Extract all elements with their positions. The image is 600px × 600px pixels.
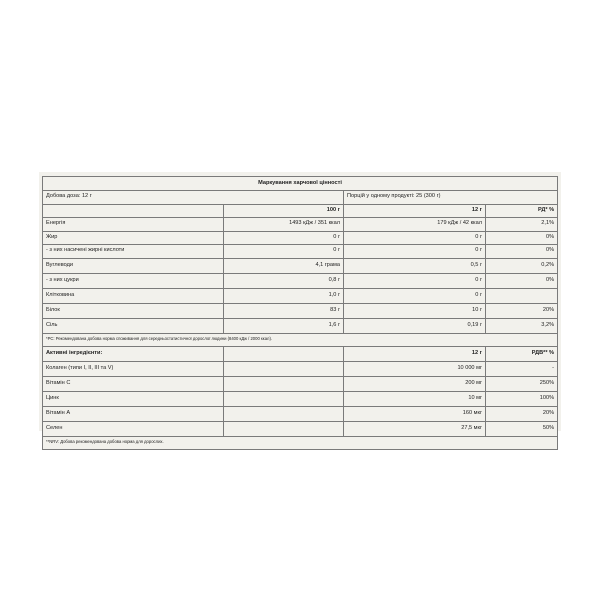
ingredient-empty bbox=[224, 361, 344, 376]
nutrient-per-12g: 0,19 г bbox=[344, 318, 486, 333]
nutrient-per-12g: 179 кДж / 42 ккал bbox=[344, 218, 486, 232]
header-empty bbox=[43, 204, 224, 218]
active-ingredient-row bbox=[43, 376, 558, 391]
nutrient-per-12g: 10 г bbox=[344, 303, 486, 318]
header-per-12g: 12 г bbox=[344, 204, 486, 218]
nutrient-per-100g: 1,6 г bbox=[224, 318, 344, 333]
nutrient-per-100g: 0,8 г bbox=[224, 273, 344, 288]
ingredient-rdv: - bbox=[486, 361, 558, 376]
nutrient-name: Вуглеводи bbox=[43, 258, 224, 273]
ingredient-rdv: 20% bbox=[486, 406, 558, 421]
nutrient-per-12g: 0 г bbox=[344, 273, 486, 288]
active-ingredient-row bbox=[43, 421, 558, 436]
dose-row bbox=[43, 191, 558, 205]
nutrition-header-row bbox=[43, 204, 558, 218]
nutrient-name: Сіль bbox=[43, 318, 224, 333]
active-header-rdv-percent: РДВ** % bbox=[486, 346, 558, 361]
ingredient-name: Вітамін А bbox=[43, 406, 224, 421]
ingredient-empty bbox=[224, 406, 344, 421]
nutrition-row bbox=[43, 231, 558, 245]
active-ingredient-row bbox=[43, 361, 558, 376]
nutrient-rd: 0% bbox=[486, 273, 558, 288]
nutrient-rd: 3,2% bbox=[486, 318, 558, 333]
nutrient-per-100g: 1493 кДж / 351 ккал bbox=[224, 218, 344, 232]
nutrition-row bbox=[43, 318, 558, 333]
nutrition-facts-table bbox=[42, 176, 558, 450]
ingredient-rdv: 50% bbox=[486, 421, 558, 436]
ingredient-per-12g: 10 мг bbox=[344, 391, 486, 406]
ingredient-empty bbox=[224, 391, 344, 406]
active-ingredients-label: Активні інгредієнти: bbox=[43, 346, 224, 361]
nutrition-row bbox=[43, 273, 558, 288]
rd-footnote-row bbox=[43, 333, 558, 346]
active-header-empty bbox=[224, 346, 344, 361]
table-title-row bbox=[43, 177, 558, 191]
nutrient-rd: 0% bbox=[486, 231, 558, 245]
daily-dose: Добова доза: 12 г bbox=[43, 191, 344, 205]
ingredient-per-12g: 200 мг bbox=[344, 376, 486, 391]
header-rd-percent: РД* % bbox=[486, 204, 558, 218]
nutrition-row bbox=[43, 288, 558, 303]
active-ingredient-row bbox=[43, 406, 558, 421]
nutrient-per-12g: 0,5 г bbox=[344, 258, 486, 273]
nutrition-row bbox=[43, 303, 558, 318]
nutrient-rd: 20% bbox=[486, 303, 558, 318]
ingredient-rdv: 100% bbox=[486, 391, 558, 406]
nutrition-row bbox=[43, 258, 558, 273]
nutrient-rd: 0% bbox=[486, 245, 558, 259]
nutrient-name: Клітковина bbox=[43, 288, 224, 303]
nutrient-per-12g: 0 г bbox=[344, 288, 486, 303]
active-header-per-12g: 12 г bbox=[344, 346, 486, 361]
nrv-footnote-row bbox=[43, 436, 558, 449]
ingredient-name: Цинк bbox=[43, 391, 224, 406]
ingredient-name: Селен bbox=[43, 421, 224, 436]
nutrient-per-100g: 83 г bbox=[224, 303, 344, 318]
ingredient-name: Колаген (типи I, II, III та V) bbox=[43, 361, 224, 376]
ingredient-empty bbox=[224, 376, 344, 391]
nutrient-per-12g: 0 г bbox=[344, 245, 486, 259]
nutrient-rd: 2,1% bbox=[486, 218, 558, 232]
nutrient-name: Енергія bbox=[43, 218, 224, 232]
servings-per-product: Порцій у одному продукті: 25 (300 г) bbox=[344, 191, 558, 205]
nutrient-name: Білок bbox=[43, 303, 224, 318]
nutrient-name: Жир bbox=[43, 231, 224, 245]
nutrient-name: - з них насичені жирні кислоти bbox=[43, 245, 224, 259]
nutrient-per-100g: 4,1 грама bbox=[224, 258, 344, 273]
nutrient-per-12g: 0 г bbox=[344, 231, 486, 245]
nutrient-per-100g: 1,0 г bbox=[224, 288, 344, 303]
ingredient-per-12g: 27,5 мкг bbox=[344, 421, 486, 436]
ingredient-rdv: 250% bbox=[486, 376, 558, 391]
nrv-footnote: **NRV: Добова рекомендована добова норма для дорослих. bbox=[43, 436, 558, 449]
ingredient-per-12g: 10 000 мг bbox=[344, 361, 486, 376]
nutrient-rd: 0,2% bbox=[486, 258, 558, 273]
ingredient-empty bbox=[224, 421, 344, 436]
nutrition-row bbox=[43, 245, 558, 259]
rd-footnote: *РС: Рекомендована добова норма споживання для середньостатистичної дорослої людини (8400 кДж / 2000 ккал). bbox=[43, 333, 558, 346]
active-header-row bbox=[43, 346, 558, 361]
nutrient-name: - з них цукри bbox=[43, 273, 224, 288]
nutrient-per-100g: 0 г bbox=[224, 245, 344, 259]
nutrient-rd bbox=[486, 288, 558, 303]
active-ingredient-row bbox=[43, 391, 558, 406]
nutrition-row bbox=[43, 218, 558, 232]
header-per-100g: 100 г bbox=[224, 204, 344, 218]
table-title: Маркування харчової цінності bbox=[43, 177, 558, 191]
nutrient-per-100g: 0 г bbox=[224, 231, 344, 245]
ingredient-per-12g: 160 мкг bbox=[344, 406, 486, 421]
ingredient-name: Вітамін С bbox=[43, 376, 224, 391]
